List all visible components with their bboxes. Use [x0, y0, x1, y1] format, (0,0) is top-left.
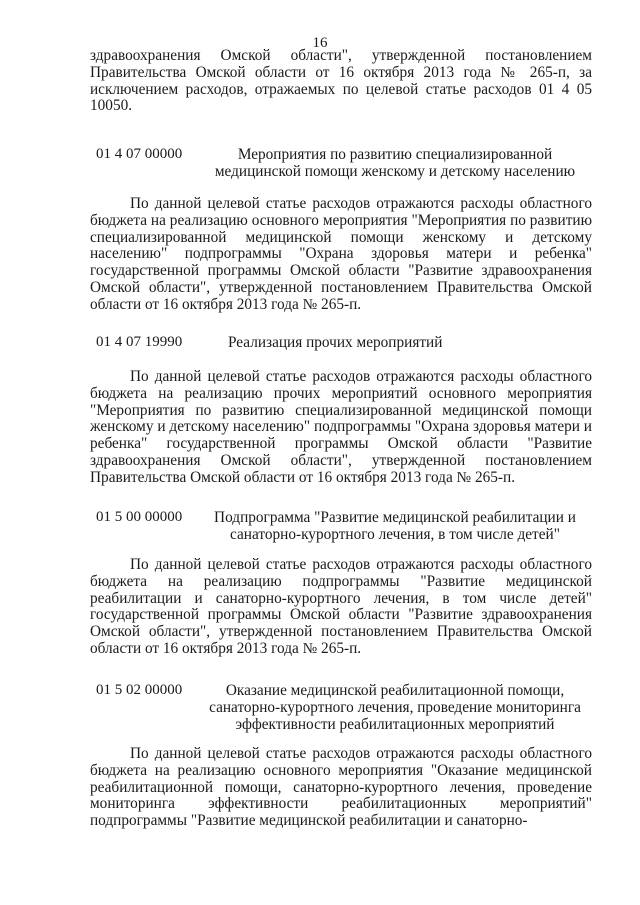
page-number: 16 — [312, 35, 328, 51]
paragraph-rehabilitation-subprogram: По данной целевой статье расходов отражаются расходы областного бюджета на реализацию подпрограммы "Развитие медицинской реабилитации и санаторно-курортного лечения, в том числе детей" государственной программы Омской области "Развитие здравоохранения Омской области", утвержденной постановлением Правительства Омской области от 16 октября 2013 года № 265-п. — [90, 556, 592, 657]
paragraph-rehabilitation-care: По данной целевой статье расходов отражаются расходы областного бюджета на реализацию основного мероприятия "Оказание медицинской реабилитационной помощи, санаторно-курортного лечения, проведение мониторинга эффективности реабилитационных мероприятий" подпрограммы "Развитие медицинской реабилитации и санаторно- — [90, 745, 592, 830]
section-title-rehabilitation-subprogram: Подпрограмма "Развитие медицинской реабилитации и санаторно-курортного лечения, в том числе детей" — [214, 509, 576, 543]
section-title-specialized-care: Мероприятия по развитию специализированной медицинской помощи женскому и детскому населению — [214, 146, 576, 180]
budget-code-01-4-07-19990: 01 4 07 19990 — [96, 334, 183, 350]
paragraph-other-measures: По данной целевой статье расходов отражаются расходы областного бюджета на реализацию прочих мероприятий основного мероприятия "Мероприятия по развитию специализированной медицинской помощи женскому и детскому населению" подпрограммы "Охрана здоровья матери и ребенка" государственной программы Омской области "Развитие здравоохранения Омской области", утвержденной постановлением Правительства Омской области от 16 октября 2013 года № 265-п. — [90, 368, 592, 486]
budget-code-01-5-00-00000: 01 5 00 00000 — [96, 509, 183, 525]
paragraph-specialized-care: По данной целевой статье расходов отражаются расходы областного бюджета на реализацию основного мероприятия "Мероприятия по развитию специализированной медицинской помощи женскому и детскому населению" подпрограммы "Охрана здоровья матери и ребенка" государственной программы Омской области "Развитие здравоохранения Омской области", утвержденной постановлением Правительства Омской области от 16 октября 2013 года № 265-п. — [90, 195, 592, 313]
continued-paragraph: здравоохранения Омской области", утвержденной постановлением Правительства Омской области от 16 октября 2013 года № 265-п, за исключением расходов, отражаемых по целевой статье расходов 01 4 05 10050. — [90, 47, 592, 115]
section-title-rehabilitation-care: Оказание медицинской реабилитационной помощи, санаторно-курортного лечения, проведение мониторинга эффективности реабилитационных мероприятий — [209, 682, 581, 733]
section-title-other-measures: Реализация прочих мероприятий — [228, 334, 443, 351]
budget-code-01-4-07-00000: 01 4 07 00000 — [96, 146, 183, 162]
budget-code-01-5-02-00000: 01 5 02 00000 — [96, 682, 183, 698]
